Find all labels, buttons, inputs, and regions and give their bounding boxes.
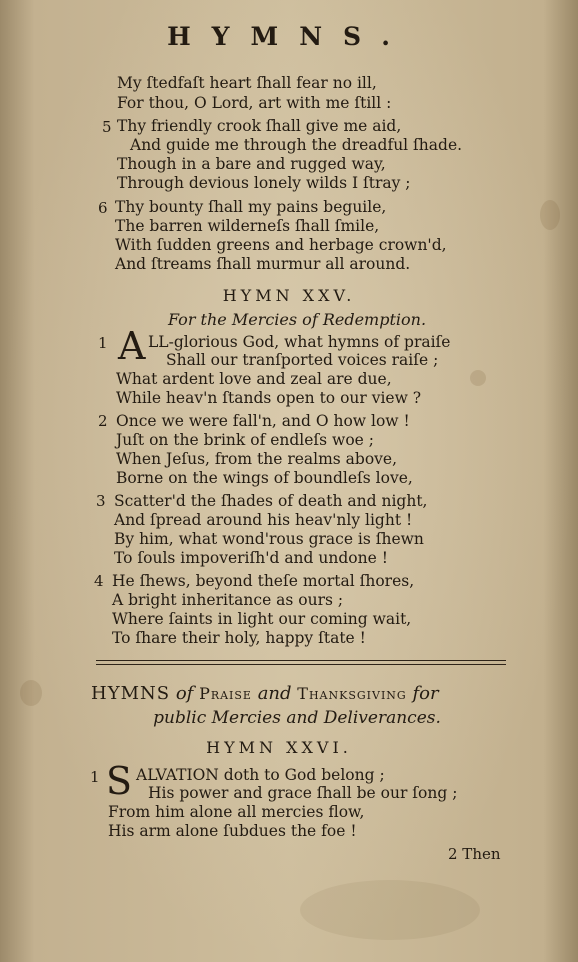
stanza-number: 5 (102, 118, 112, 136)
section-rule (96, 660, 506, 661)
verse-line: While heav'n ſtands open to our view ? (116, 389, 422, 407)
stanza-number: 4 (94, 572, 104, 590)
verse-line: My ſtedfaſt heart ſhall fear no ill, (117, 74, 377, 92)
verse-line: Shall our tranſported voices raiſe ; (166, 351, 439, 369)
verse-line: Borne on the wings of boundleſs love, (116, 469, 413, 487)
section-heading-word: HYMNS (91, 683, 171, 704)
stain (540, 200, 560, 230)
verse-line: Once we were fall'n, and O how low ! (116, 412, 410, 430)
section-heading-word: Thanksgiving (297, 684, 407, 703)
verse-line: When Jeſus, from the realms above, (116, 450, 398, 468)
catchword: 2 Then (448, 845, 501, 863)
section-heading-word: and (257, 683, 292, 704)
stanza-number: 2 (98, 412, 108, 430)
verse-line: Thy friendly crook ſhall give me aid, (117, 117, 402, 135)
hymn-title: HYMN XXV. (222, 286, 356, 305)
verse-line: His arm alone ſubdues the foe ! (108, 822, 357, 840)
verse-line: Where ſaints in light our coming wait, (112, 610, 412, 628)
verse-line: And guide me through the dreadful ſhade. (130, 136, 463, 154)
verse-line: For thou, O Lord, art with me ſtill : (117, 94, 392, 112)
stain (20, 680, 42, 706)
verse-line: By him, what wond'rous grace is ſhewn (114, 530, 424, 548)
section-rule (96, 664, 506, 665)
running-header: HYMNS. (167, 22, 411, 51)
drop-capital: S (106, 759, 133, 803)
verse-line: What ardent love and zeal are due, (116, 370, 392, 388)
verse-line: His power and grace ſhall be our ſong ; (148, 784, 458, 802)
verse-line: Through devious lonely wilds I ſtray ; (117, 174, 411, 192)
stanza-number: 6 (98, 199, 108, 217)
section-heading-word: Praise (199, 684, 252, 703)
verse-line: And ſpread around his heav'nly light ! (114, 511, 413, 529)
drop-capital: A (118, 324, 146, 368)
verse-line: The barren wilderneſs ſhall ſmile, (115, 217, 380, 235)
stain (300, 880, 480, 940)
section-heading-word: of (175, 683, 194, 704)
stanza-number: 1 (90, 768, 100, 786)
verse-line: Thy bounty ſhall my pains beguile, (115, 198, 387, 216)
stanza-number: 3 (96, 492, 106, 510)
verse-line: ALVATION doth to God belong ; (136, 766, 385, 784)
hymn-title: HYMN XXVI. (206, 738, 352, 757)
verse-line: And ſtreams ſhall murmur all around. (115, 255, 411, 273)
hymn-subtitle: For the Mercies of Redemption. (167, 310, 427, 329)
verse-line: Though in a bare and rugged way, (117, 155, 386, 173)
stain (470, 370, 486, 386)
verse-line: From him alone all mercies flow, (108, 803, 365, 821)
verse-line: Scatter'd the ſhades of death and night, (114, 492, 428, 510)
section-subheading: public Mercies and Deliverances. (153, 708, 441, 728)
verse-line: Juſt on the brink of endleſs woe ; (116, 431, 374, 449)
verse-line: With ſudden greens and herbage crown'd, (115, 236, 447, 254)
verse-line: A bright inheritance as ours ; (112, 591, 344, 609)
stanza-number: 1 (98, 334, 108, 352)
verse-line: He ſhews, beyond theſe mortal ſhores, (112, 572, 415, 590)
verse-line: To ſouls impoveriſh'd and undone ! (114, 549, 388, 567)
verse-line: LL-glorious God, what hymns of praiſe (148, 333, 451, 351)
section-heading-word: for (412, 683, 439, 704)
verse-line: To ſhare their holy, happy ſtate ! (112, 629, 366, 647)
section-heading (91, 683, 439, 704)
